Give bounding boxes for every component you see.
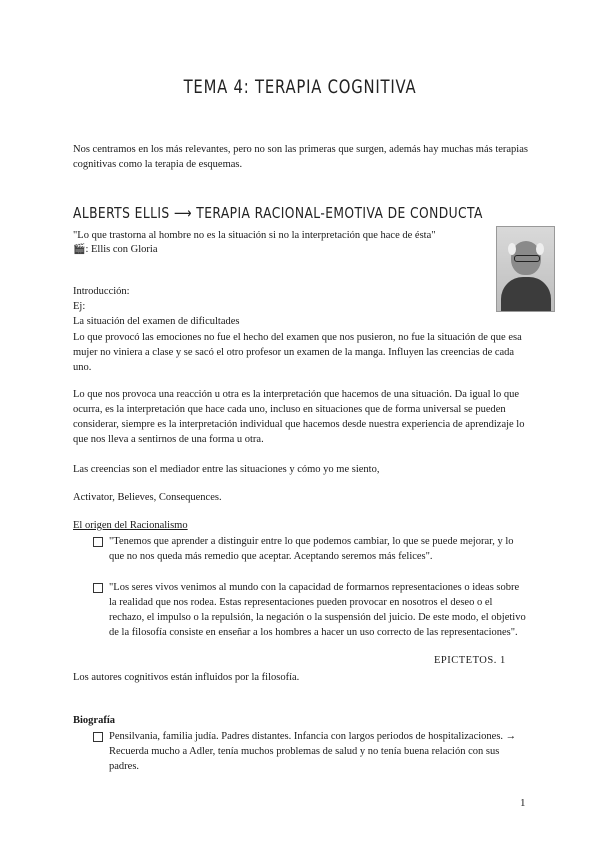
checkbox[interactable] — [93, 583, 103, 593]
introduction-label: Introducción: — [73, 286, 130, 297]
quote-author: EPICTETOS. 1 — [434, 655, 506, 666]
example-label: Ej: — [73, 301, 86, 312]
paragraph-3: Las creencias son el mediador entre las situaciones y cómo yo me siento, — [73, 464, 380, 475]
film-label: : Ellis con Gloria — [85, 244, 158, 255]
page-number: 1 — [520, 797, 526, 809]
bio-item — [95, 729, 527, 774]
section-heading: ALBERTS ELLIS ⟶ TERAPIA RACIONAL-EMOTIVA DE CONDUCTA — [73, 204, 483, 222]
quote-line: "Lo que trastorna al hombre no es la situación si no la interpretación que hace de ésta" — [73, 230, 436, 241]
portrait-photo — [496, 226, 555, 312]
paragraph-1: Lo que provocó las emociones no fue el hecho del examen que nos pusieron, no fue la situación de que esa mujer no viniera a clase y se sacó el otro profesor un examen de la manga. Influyen las creencias de cada uno. — [73, 332, 522, 373]
checkbox[interactable] — [93, 537, 103, 547]
film-reference — [73, 243, 157, 257]
paragraph-2: Lo que nos provoca una reacción u otra es la interpretación que hacemos de una situación. Da igual lo que ocurra, es la interpretación que hace cada uno, incluso en situaciones que de forma universal se pueden considerar, siempre es la interpretación individual que hacemos desde nuestra experiencia de aprendizaje lo que nos lleva a sentirnos de una forma u otra. — [73, 389, 525, 445]
quote-item-2-text: "Los seres vivos venimos al mundo con la capacidad de formarnos representaciones o ideas sobre la realidad que nos rodea. Estas representaciones pueden provocar en nosotros el deseo o el rechazo, el impulso o la repulsión, la negación o la suspensión del juicio. De este modo, el objetivo de la filosofía consiste en enseñar a los hombres a hacer un uso correcto de las representaciones". — [109, 582, 526, 638]
page-title: TEMA 4: TERAPIA COGNITIVA — [183, 76, 417, 98]
example-title: La situación del examen de dificultades — [73, 316, 240, 327]
paragraph-4: Activator, Believes, Consequences. — [73, 492, 222, 503]
quote-item-2 — [95, 580, 527, 640]
quote-item-1-text: "Tenemos que aprender a distinguir entre lo que podemos cambiar, lo que se puede mejorar, y lo que no nos queda más remedio que aceptar. Aceptando seremos más felices". — [109, 536, 514, 562]
bio-heading: Biografía — [73, 715, 115, 726]
bio-item-text: Pensilvania, familia judía. Padres distantes. Infancia con largos periodos de hospitalizaciones. → Recuerda mucho a Adler, tenía muchos problemas de salud y no tenía buena relación con sus padres. — [109, 731, 517, 772]
checkbox[interactable] — [93, 732, 103, 742]
quote-item-1 — [95, 534, 527, 564]
film-clapper-icon: 🎬 — [73, 244, 86, 255]
paragraph-5: Los autores cognitivos están influidos por la filosofía. — [73, 672, 300, 683]
origin-heading: El origen del Racionalismo — [73, 520, 188, 531]
intro-paragraph: Nos centramos en los más relevantes, pero no son las primeras que surgen, además hay muchas más terapias cognitivas como la terapia de esquemas. — [73, 144, 528, 170]
